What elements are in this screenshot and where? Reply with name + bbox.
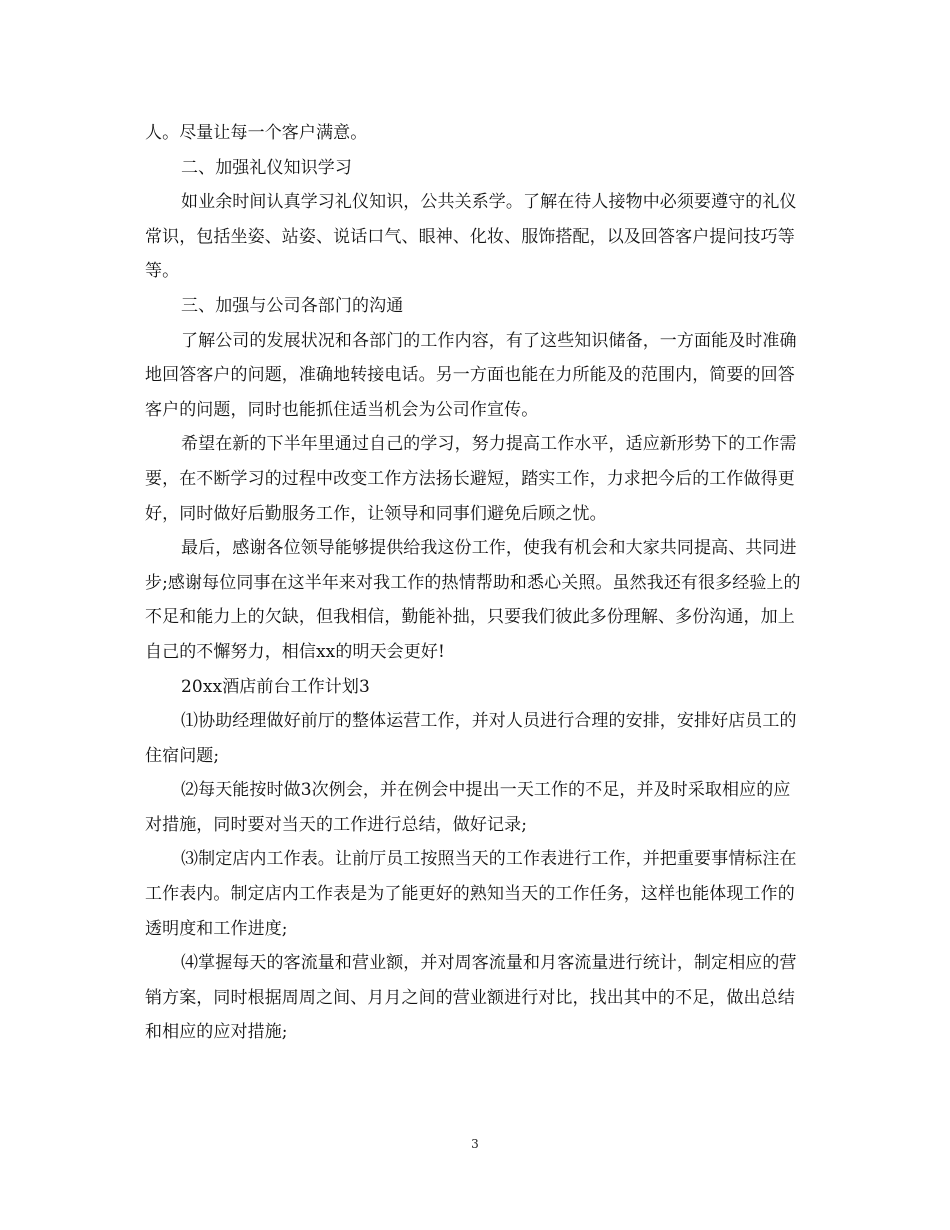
plan-item-1: ⑴协助经理做好前厅的整体运营工作，并对人员进行合理的安排，安排好店员工的住宿问题; [145,711,797,766]
paragraph-etiquette: 如业余时间认真学习礼仪知识，公共关系学。了解在待人接物中必须要遵守的礼仪常识，包括坐姿、站姿、说话口气、眼神、化妆、服饰搭配，以及回答客户提问技巧等等。 [145,192,797,282]
document-body [145,116,807,1050]
paragraph-communication: 了解公司的发展状况和各部门的工作内容，有了这些知识储备，一方面能及时准确地回答客户的问题，准确地转接电话。另一方面也能在力所能及的范围内，简要的回答客户的问题，同时也能抓住适当机会为公司作宣传。 [145,330,797,420]
paragraph-hope: 希望在新的下半年里通过自己的学习，努力提高工作水平，适应新形势下的工作需要，在不断学习的过程中改变工作方法扬长避短，踏实工作，力求把今后的工作做得更好，同时做好后勤服务工作，让领导和同事们避免后顾之忧。 [145,434,797,524]
plan-item-3: ⑶制定店内工作表。让前厅员工按照当天的工作表进行工作，并把重要事情标注在工作表内。制定店内工作表是为了能更好的熟知当天的工作任务，这样也能体现工作的透明度和工作进度; [145,849,797,939]
plan-item-2: ⑵每天能按时做3次例会，并在例会中提出一天工作的不足，并及时采取相应的应对措施，同时要对当天的工作进行总结，做好记录; [145,780,791,835]
plan-item-4: ⑷掌握每天的客流量和营业额，并对周客流量和月客流量进行统计，制定相应的营销方案，同时根据周周之间、月月之间的营业额进行对比，找出其中的不足，做出总结和相应的应对措施; [145,953,797,1043]
paragraph-thanks: 最后，感谢各位领导能够提供给我这份工作，使我有机会和大家共同提高、共同进步;感谢每位同事在这半年来对我工作的热情帮助和悉心关照。虽然我还有很多经验上的不足和能力上的欠缺，但我相信，勤能补拙，只要我们彼此多份理解、多份沟通，加上自己的不懈努力，相信xx的明天会更好! [145,538,801,662]
page-number: 3 [471,1137,479,1151]
section-heading-etiquette: 二、加强礼仪知识学习 [181,157,352,178]
section-heading-communication: 三、加强与公司各部门的沟通 [181,295,404,316]
paragraph-continuation: 人。尽量让每一个客户满意。 [145,123,368,143]
plan-title: 20xx酒店前台工作计划3 [181,676,370,697]
